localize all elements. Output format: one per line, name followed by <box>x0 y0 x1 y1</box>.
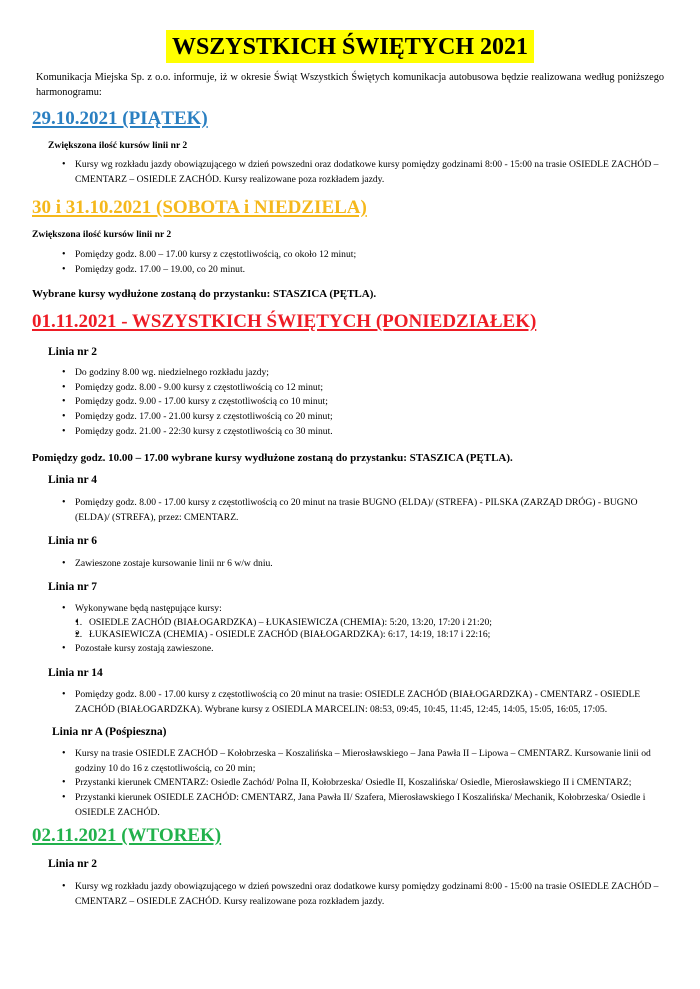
list-item: • Pomiędzy godz. 9.00 - 17.00 kursy z częstotliwością co 10 minut; <box>62 395 672 410</box>
list-item: • Kursy wg rozkładu jazdy obowiązującego w dzień powszedni oraz dodatkowe kursy pomiędzy godzinami 8:00 - 15:00 na trasie OSIEDLE ZACHÓD – CMENTARZ – OSIEDLE ZACHÓD. Kursy realizowane poza rozkładem jazdy. <box>62 158 672 187</box>
linia-4-bullet-list <box>62 496 672 525</box>
heading-02-11: 02.11.2021 (WTOREK) <box>32 825 222 846</box>
s4-linia-2-title: Linia nr 2 <box>48 858 97 870</box>
linia-7-intro: Wykonywane będą następujące kursy: <box>75 603 222 614</box>
list-item: • Pomiędzy godz. 8.00 - 9.00 kursy z częstotliwością co 12 minut; <box>62 381 672 396</box>
list-item: • Zawieszone zostaje kursowanie linii nr 6 w/w dniu. <box>62 557 672 572</box>
heading-29-10: 29.10.2021 (PIĄTEK) <box>32 108 208 129</box>
linia-14-bullet-list <box>62 688 672 717</box>
list-item: • Pomiędzy godz. 17.00 - 21.00 kursy z częstotliwością co 20 minut; <box>62 410 672 425</box>
list-item: • Pomiędzy godz. 17.00 – 19.00, co 20 minut. <box>62 263 672 278</box>
s2-note: Wybrane kursy wydłużone zostaną do przystanku: STASZICA (PĘTLA). <box>32 288 377 300</box>
linia-6-title: Linia nr 6 <box>48 535 97 547</box>
list-item <box>62 602 672 642</box>
list-item: • Pomiędzy godz. 8.00 - 17.00 kursy z częstotliwością co 20 minut na trasie BUGNO (ELDA)/ (STREFA) - PILSKA (ZARZĄD DRÓG) - BUGNO (ELDA)/ (STREFA), przez: CMENTARZ. <box>62 496 672 525</box>
linia-7-title: Linia nr 7 <box>48 581 97 593</box>
numbered-item <box>75 629 672 642</box>
linia-a-title: Linia nr A (Pośpieszna) <box>52 726 167 738</box>
linia-2-title: Linia nr 2 <box>48 346 97 358</box>
heading-30-31-10: 30 i 31.10.2021 (SOBOTA i NIEDZIELA) <box>32 197 367 218</box>
numbered-item <box>75 617 672 630</box>
item-text: ŁUKASIEWICZA (CHEMIA) - OSIEDLE ZACHÓD (BIAŁOGARDZKA): 6:17, 14:19, 18:17 i 22:16; <box>89 629 491 641</box>
list-item: • Kursy na trasie OSIEDLE ZACHÓD – Kołobrzeska – Koszalińska – Mierosławskiego – Jana Pawła II – Lipowa – CMENTARZ. Kursowanie linii od godziny 10 do 16 z częstotliwością, co 20 min; <box>62 747 672 776</box>
item-number: • 1. <box>75 616 83 628</box>
document-title: WSZYSTKICH ŚWIĘTYCH 2021 <box>166 30 534 63</box>
linia-a-bullet-list <box>62 747 672 821</box>
s1-subheading: Zwiększona ilość kursów linii nr 2 <box>48 140 188 151</box>
linia-4-title: Linia nr 4 <box>48 474 97 486</box>
linia-7-bullet-list <box>62 602 672 656</box>
s2-bullet-list <box>62 248 672 277</box>
heading-01-11: 01.11.2021 - WSZYSTKICH ŚWIĘTYCH (PONIEDZIAŁEK) <box>32 311 537 332</box>
list-item: • Do godziny 8.00 wg. niedzielnego rozkładu jazdy; <box>62 366 672 381</box>
list-item: • Pomiędzy godz. 8.00 – 17.00 kursy z częstotliwością, co około 12 minut; <box>62 248 672 263</box>
linia-14-title: Linia nr 14 <box>48 667 103 679</box>
item-text: OSIEDLE ZACHÓD (BIAŁOGARDZKA) – ŁUKASIEWICZA (CHEMIA): 5:20, 13:20, 17:20 i 21:20; <box>89 616 492 628</box>
title-wrap <box>0 30 700 63</box>
list-item: • Pomiędzy godz. 8.00 - 17.00 kursy z częstotliwością co 20 minut na trasie: OSIEDLE ZACHÓD (BIAŁOGARDZKA) - CMENTARZ - OSIEDLE ZACHÓD (BIAŁOGARDZKA). Wybrane kursy z OSIEDLA MARCELIN: 08:53, 09:45, 10:45, 11:45, 12:45, 14:05, 15:05, 16:05, 17:05. <box>62 688 672 717</box>
list-item: • Kursy wg rozkładu jazdy obowiązującego w dzień powszedni oraz dodatkowe kursy pomiędzy godzinami 8:00 - 15:00 na trasie OSIEDLE ZACHÓD – CMENTARZ – OSIEDLE ZACHÓD. Kursy realizowane poza rozkładem jazdy. <box>62 880 672 909</box>
s1-bullet-list <box>62 158 672 187</box>
s3-note: Pomiędzy godz. 10.00 – 17.00 wybrane kursy wydłużone zostaną do przystanku: STASZICA (PĘTLA). <box>32 452 513 464</box>
linia-2-bullet-list <box>62 366 672 440</box>
s4-linia-2-bullet-list <box>62 880 672 909</box>
list-item: • Pozostałe kursy zostają zawieszone. <box>62 642 672 657</box>
list-item: • Pomiędzy godz. 21.00 - 22:30 kursy z częstotliwością co 30 minut. <box>62 425 672 440</box>
linia-6-bullet-list <box>62 557 672 572</box>
s2-subheading: Zwiększona ilość kursów linii nr 2 <box>32 229 172 240</box>
list-item: • Przystanki kierunek OSIEDLE ZACHÓD: CMENTARZ, Jana Pawła II/ Szafera, Mierosławskiego I Koszalińska/ Mechanik, Kołobrzeska/ Osiedle i OSIEDLE ZACHÓD. <box>62 791 672 820</box>
item-number: • 2. <box>75 629 83 641</box>
list-item: • Przystanki kierunek CMENTARZ: Osiedle Zachód/ Polna II, Kołobrzeska/ Osiedle II, Koszalińska/ Osiedle, Mierosławskiego II i CMENTARZ; <box>62 776 672 791</box>
intro-paragraph: Komunikacja Miejska Sp. z o.o. informuje, iż w okresie Świąt Wszystkich Świętych komunikacja autobusowa będzie realizowana według poniższego harmonogramu: <box>36 72 664 98</box>
linia-7-numbered-list <box>75 617 672 642</box>
